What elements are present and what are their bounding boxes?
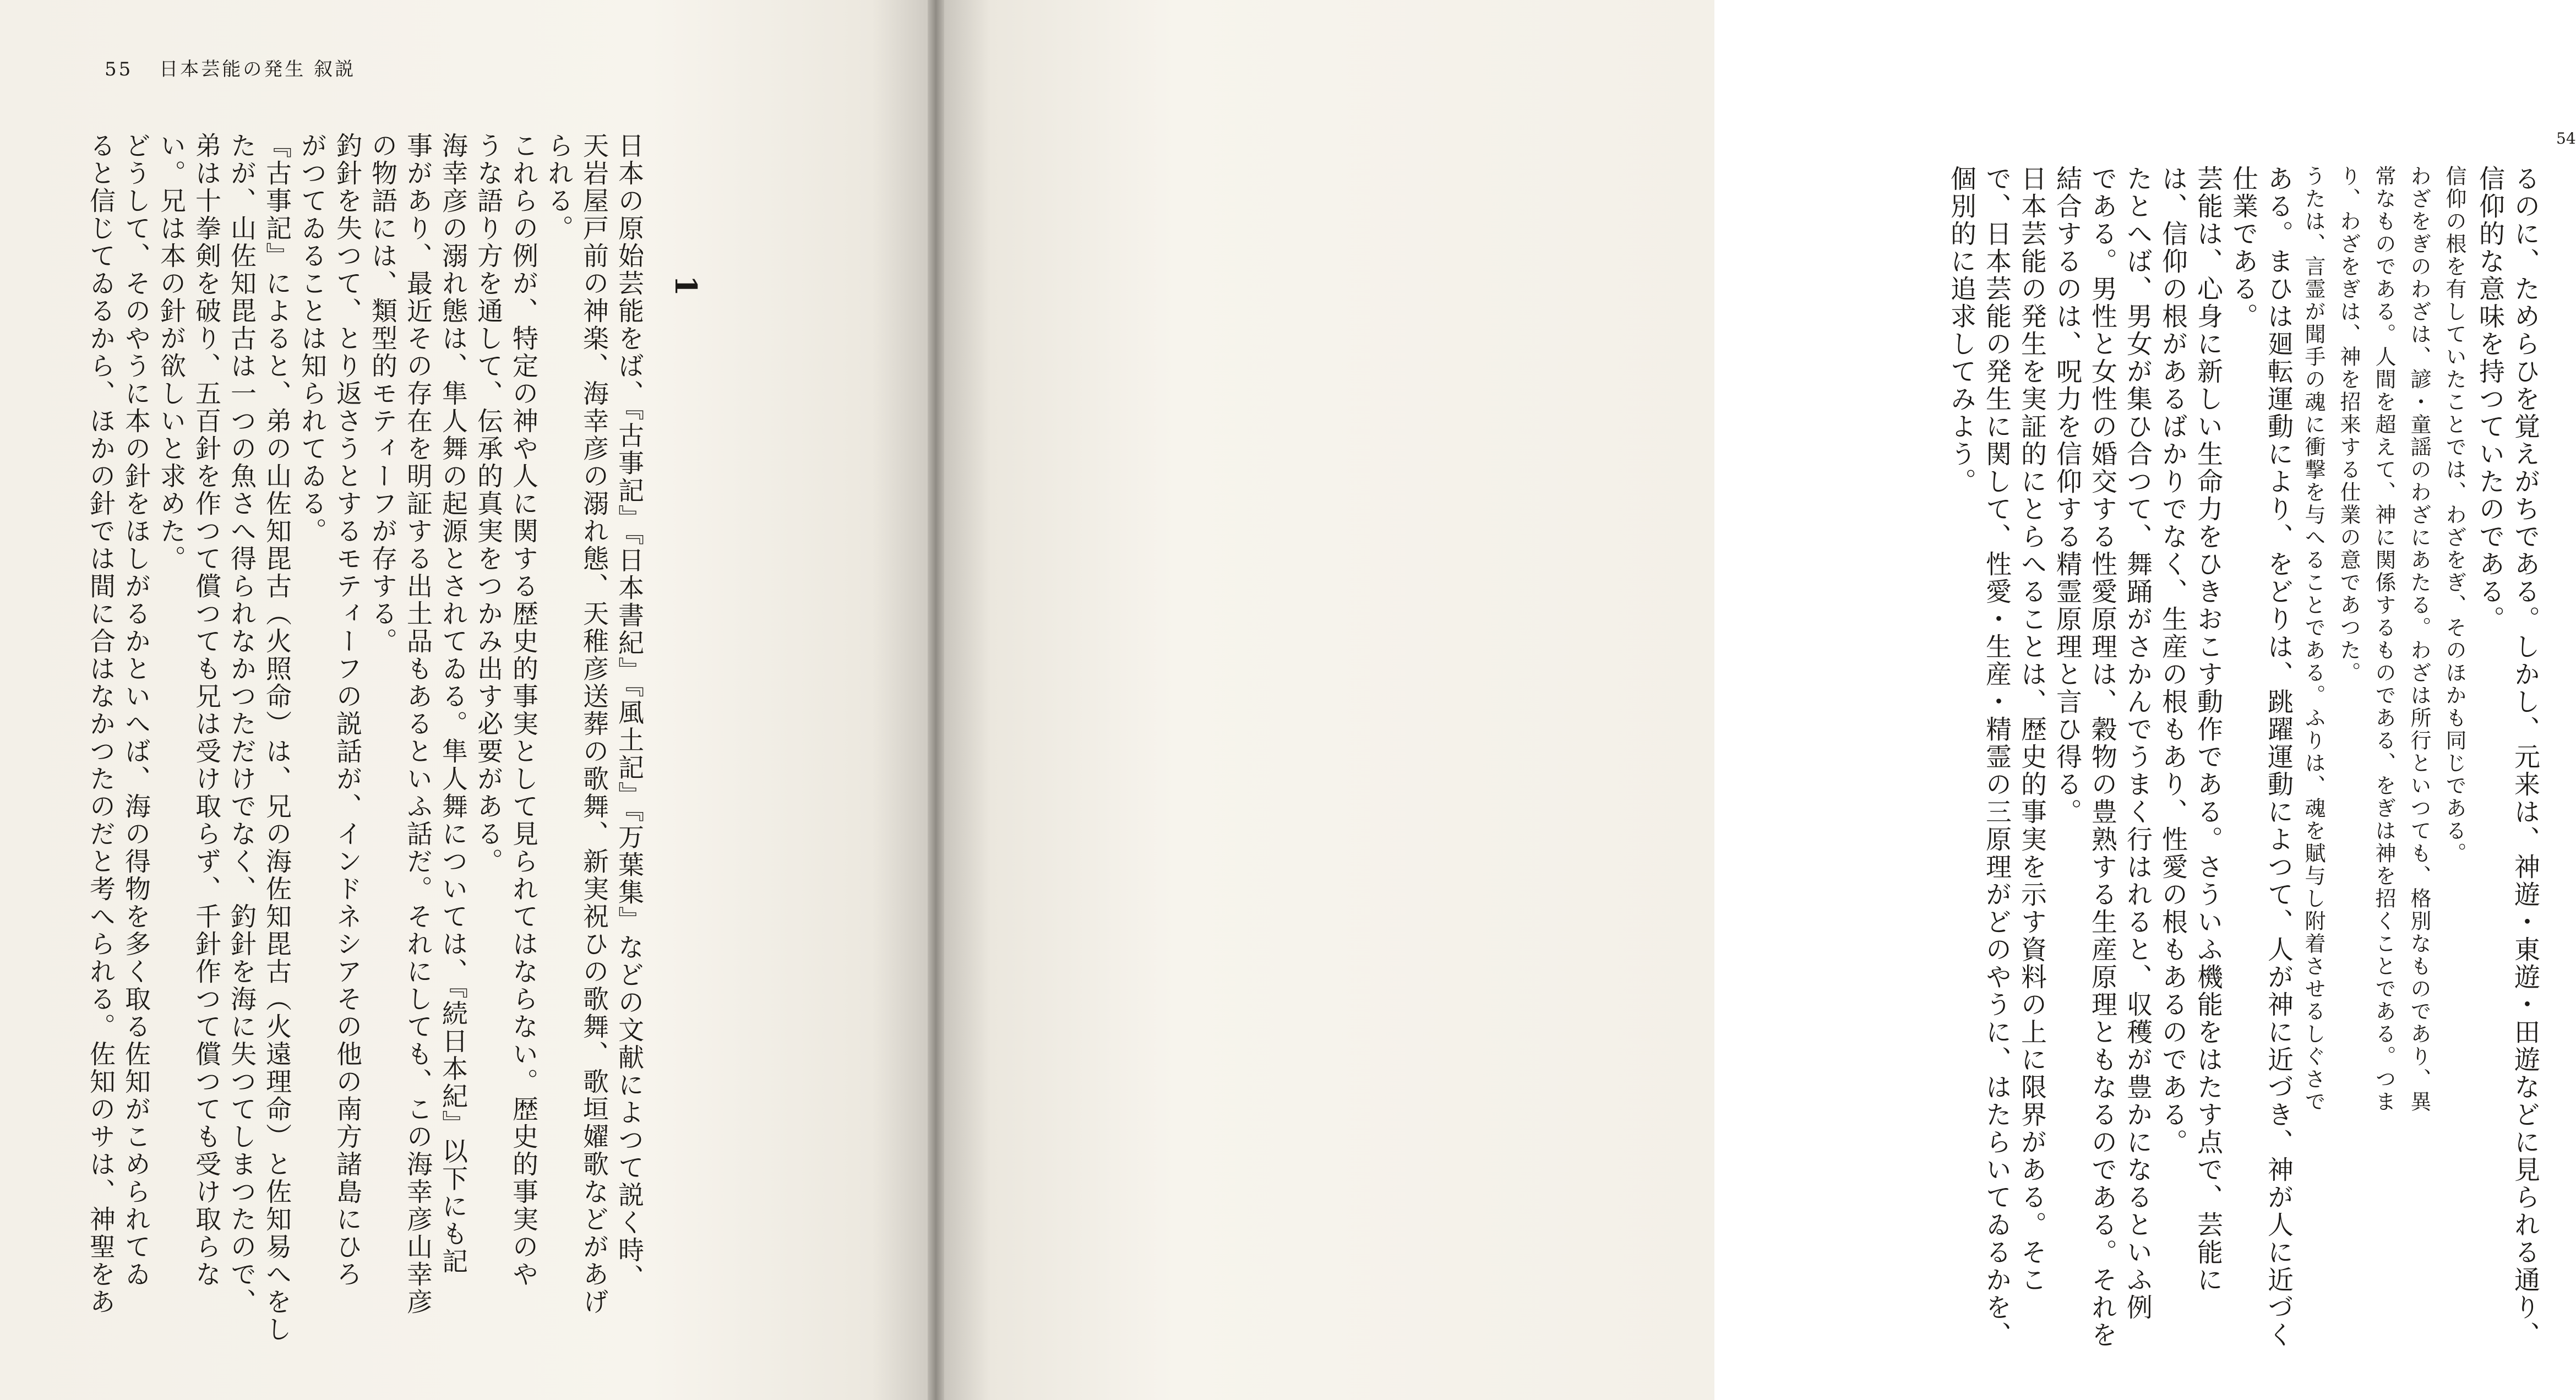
text-line: がつてゐることは知られてゐる。	[297, 132, 327, 545]
text-line: 海幸彦の溺れ態は、隼人舞の起源とされてゐる。隼人舞については、『続日本紀』以下にも記	[438, 132, 468, 1276]
text-line: 結合するのは、呪力を信仰する精霊原理と言ひ得る。	[2052, 165, 2082, 826]
text-line: 仕業である。	[2228, 165, 2258, 330]
text-line: の物語には、類型的モティーフが存する。	[367, 132, 397, 655]
text-line: り、わざをぎは、神を招来する仕業の意であつた。	[2337, 165, 2361, 684]
text-line: うな語り方を通して、伝承的真実をつかみ出す必要がある。	[473, 132, 503, 875]
text-line: 信仰の根を有していたことでは、わざをぎ、そのほかも同じである。	[2442, 165, 2466, 865]
text-line: 日本芸能の発生を実証的にとらへることは、歴史的事実を示す資料の上に限界がある。そこ	[2017, 165, 2047, 1294]
page-number-left: 55	[105, 58, 133, 80]
text-line: たとへば、男女が集ひ合つて、舞踊がさかんでうまく行はれると、収穫が豊かになるといふ例	[2122, 165, 2153, 1321]
text-line: ると信じてゐるから、ほかの針では間に合はなかつたのだと考へられる。佐知のサは、神聖をあ	[85, 132, 116, 1316]
text-line: 事があり、最近その存在を明証する出土品もあるといふ話だ。それにしても、この海幸彦山幸彦	[402, 132, 433, 1316]
text-line: 天岩屋戸前の神楽、海幸彦の溺れ態、天稚彦送葬の歌舞、新実祝ひの歌舞、歌垣嬥歌などがあげ	[579, 132, 609, 1316]
text-line: これらの例が、特定の神や人に関する歴史的事実として見られてはならない。歴史的事実のや	[508, 132, 538, 1288]
text-line: られる。	[543, 132, 574, 242]
text-line: たが、山佐知毘古は一つの魚さへ得られなかつただけでなく、釣針を海に失つてしまつたので、	[226, 132, 257, 1316]
text-line: 常なものである。人間を超えて、神に関係するものである、をぎは神を招くことである。つま	[2372, 165, 2396, 1113]
left-page	[0, 0, 928, 1400]
text-line: い。兄は本の針が欲しいと求めた。	[156, 132, 186, 573]
text-line: 個別的に追求してみよう。	[1946, 165, 1976, 495]
text-line: 日本の原始芸能をば、『古事記』『日本書紀』『風土記』『万葉集』などの文献によつて説く時、	[614, 132, 644, 1292]
text-line: どうして、そのやうに本の針をほしがるかといへば、海の得物を多く取る佐知がこめられてゐ	[121, 132, 151, 1288]
text-line: 釣針を失つて、とり返さうとするモティーフの説話が、インドネシアその他の南方諸島にひろ	[332, 132, 362, 1288]
book-gutter	[928, 0, 944, 1400]
running-head	[105, 54, 356, 81]
text-line: うたは、言霊が聞手の魂に衝撃を与へることである。ふりは、魂を賦与し附着させるしぐさで	[2301, 165, 2326, 1113]
text-line: ある。まひは廻転運動により、をどりは、跳躍運動によつて、人が神に近づき、神が人に近づく	[2263, 165, 2294, 1349]
text-line: 『古事記』によると、弟の山佐知毘古（火照命）は、兄の海佐知毘古（火遠理命）と佐知易へをし	[262, 132, 292, 1343]
text-line: 信仰的な意味を持つていたのである。	[2475, 165, 2505, 633]
text-line: で、日本芸能の発生に関して、性愛・生産・精霊の三原理がどのやうに、はたらいてゐるかを、	[1981, 165, 2012, 1349]
page-number-right: 54	[2556, 129, 2576, 148]
running-head-title: 日本芸能の発生 叙説	[159, 58, 356, 80]
text-line: 芸能は、心身に新しい生命力をひきおこす動作である。さういふ機能をはたす点で、芸能に	[2193, 165, 2223, 1294]
text-line: である。男性と女性の婚交する性愛原理は、穀物の豊熟する生産原理ともなるのである。それを	[2087, 165, 2117, 1349]
text-line: 弟は十拳剣を破り、五百針を作つて償つても兄は受け取らず、千針作つて償つても受け取らな	[191, 132, 221, 1288]
left-page-body	[83, 132, 726, 1343]
text-line: わざをぎのわざは、諺・童謡のわざにあたる。わざは所行といつても、格別なものであり、異	[2407, 165, 2431, 1113]
section-number: 1	[668, 275, 704, 298]
right-page	[944, 0, 2576, 1400]
text-line: は、信仰の根があるばかりでなく、生産の根もあり、性愛の根もあるのである。	[2158, 165, 2188, 1156]
text-line: るのに、ためらひを覚えがちである。しかし、元来は、神遊・東遊・田遊などに見られる通り、	[2510, 165, 2540, 1349]
right-page-body	[1943, 165, 2542, 1349]
